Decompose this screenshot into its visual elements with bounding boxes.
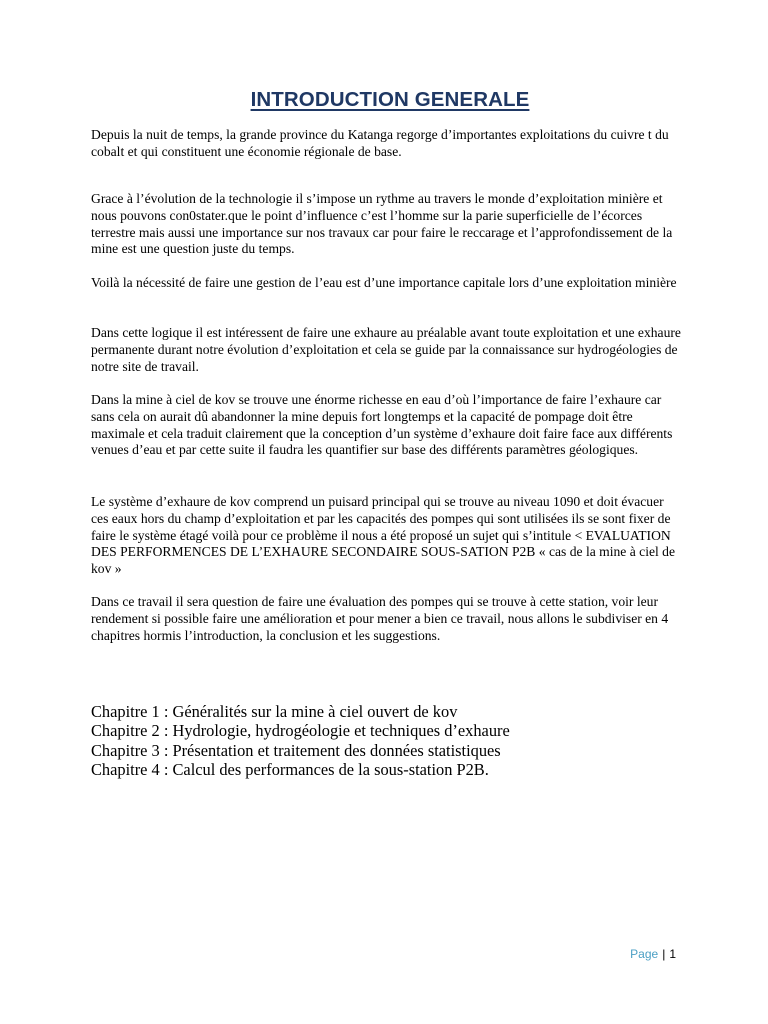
- chapter-list: [91, 702, 691, 780]
- chapter-item: Chapitre 2 : Hydrologie, hydrogéologie et techniques d’exhaure: [91, 721, 510, 741]
- page-footer: [630, 946, 676, 962]
- paragraph: [91, 191, 681, 258]
- paragraph-text: Dans ce travail il sera question de faire une évaluation des pompes qui se trouve à cette station, voir leur rendement si possible faire une amélioration et pour mener a bien ce travail, nous allons le subdiviser en 4 chapitres hormis l’introduction, la conclusion et les suggestions.: [91, 594, 669, 643]
- page-title: INTRODUCTION GENERALE: [250, 88, 530, 111]
- paragraph-text: Le système d’exhaure de kov comprend un puisard principal qui se trouve au niveau 1090 et doit évacuer ces eaux hors du champ d’exploitation et par les capacités des pompes qui sont utilisées ils se sont fixer de faire le système étagé voilà pour ce problème il nous a été proposé un sujet qui s’intitule < EVALUATION DES PERFORMENCES DE L’EXHAURE SECONDAIRE SOUS-SATION P2B « cas de la mine à ciel de kov »: [91, 494, 676, 577]
- paragraph: [91, 325, 681, 375]
- paragraph: [91, 275, 681, 292]
- chapter-item: Chapitre 1 : Généralités sur la mine à ciel ouvert de kov: [91, 702, 458, 721]
- paragraph: [91, 127, 681, 161]
- paragraph-text: Dans la mine à ciel de kov se trouve une énorme richesse en eau d’où l’importance de faire l’exhaure car sans cela on aurait dû abandonner la mine depuis fort longtemps et la capacité de pompage doit être maximale et cela traduit clairement que la conception d’un système d’exhaure doit faire face aux différents venues d’eau et par cette suite il faudra les quantifier sur base des différents paramètres géologiques.: [91, 392, 673, 458]
- chapter-item: Chapitre 4 : Calcul des performances de la sous-station P2B.: [91, 760, 489, 780]
- paragraph: [91, 494, 681, 578]
- paragraph-text: Dans cette logique il est intéressent de faire une exhaure au préalable avant toute exploitation et une exhaure permanente durant notre évolution d’exploitation et cela se guide par la connaissance sur hydrogéologies de notre site de travail.: [91, 325, 681, 374]
- footer-separator: |: [662, 947, 666, 961]
- paragraph: [91, 392, 681, 459]
- paragraph: [91, 594, 681, 644]
- chapter-item: Chapitre 3 : Présentation et traitement des données statistiques: [91, 740, 501, 760]
- paragraph-text: Grace à l’évolution de la technologie il s’impose un rythme au travers le monde d’exploitation minière et nous pouvons con0stater.que le point d’influence c’est l’homme sur la parie superficielle de l’écorces terrestre mais aussi une importance sur nos travaux car pour faire le reccarage et l’approfondissement de la mine est une question juste du temps.: [91, 191, 673, 257]
- paragraph-text: Depuis la nuit de temps, la grande province du Katanga regorge d’importantes exploitations du cuivre t du cobalt et qui constituent une économie régionale de base.: [91, 127, 669, 159]
- page-number: 1: [669, 947, 676, 961]
- paragraph-text: Voilà la nécessité de faire une gestion de l’eau est d’une importance capitale lors d’une exploitation minière: [91, 275, 677, 290]
- page-label: Page: [630, 947, 659, 961]
